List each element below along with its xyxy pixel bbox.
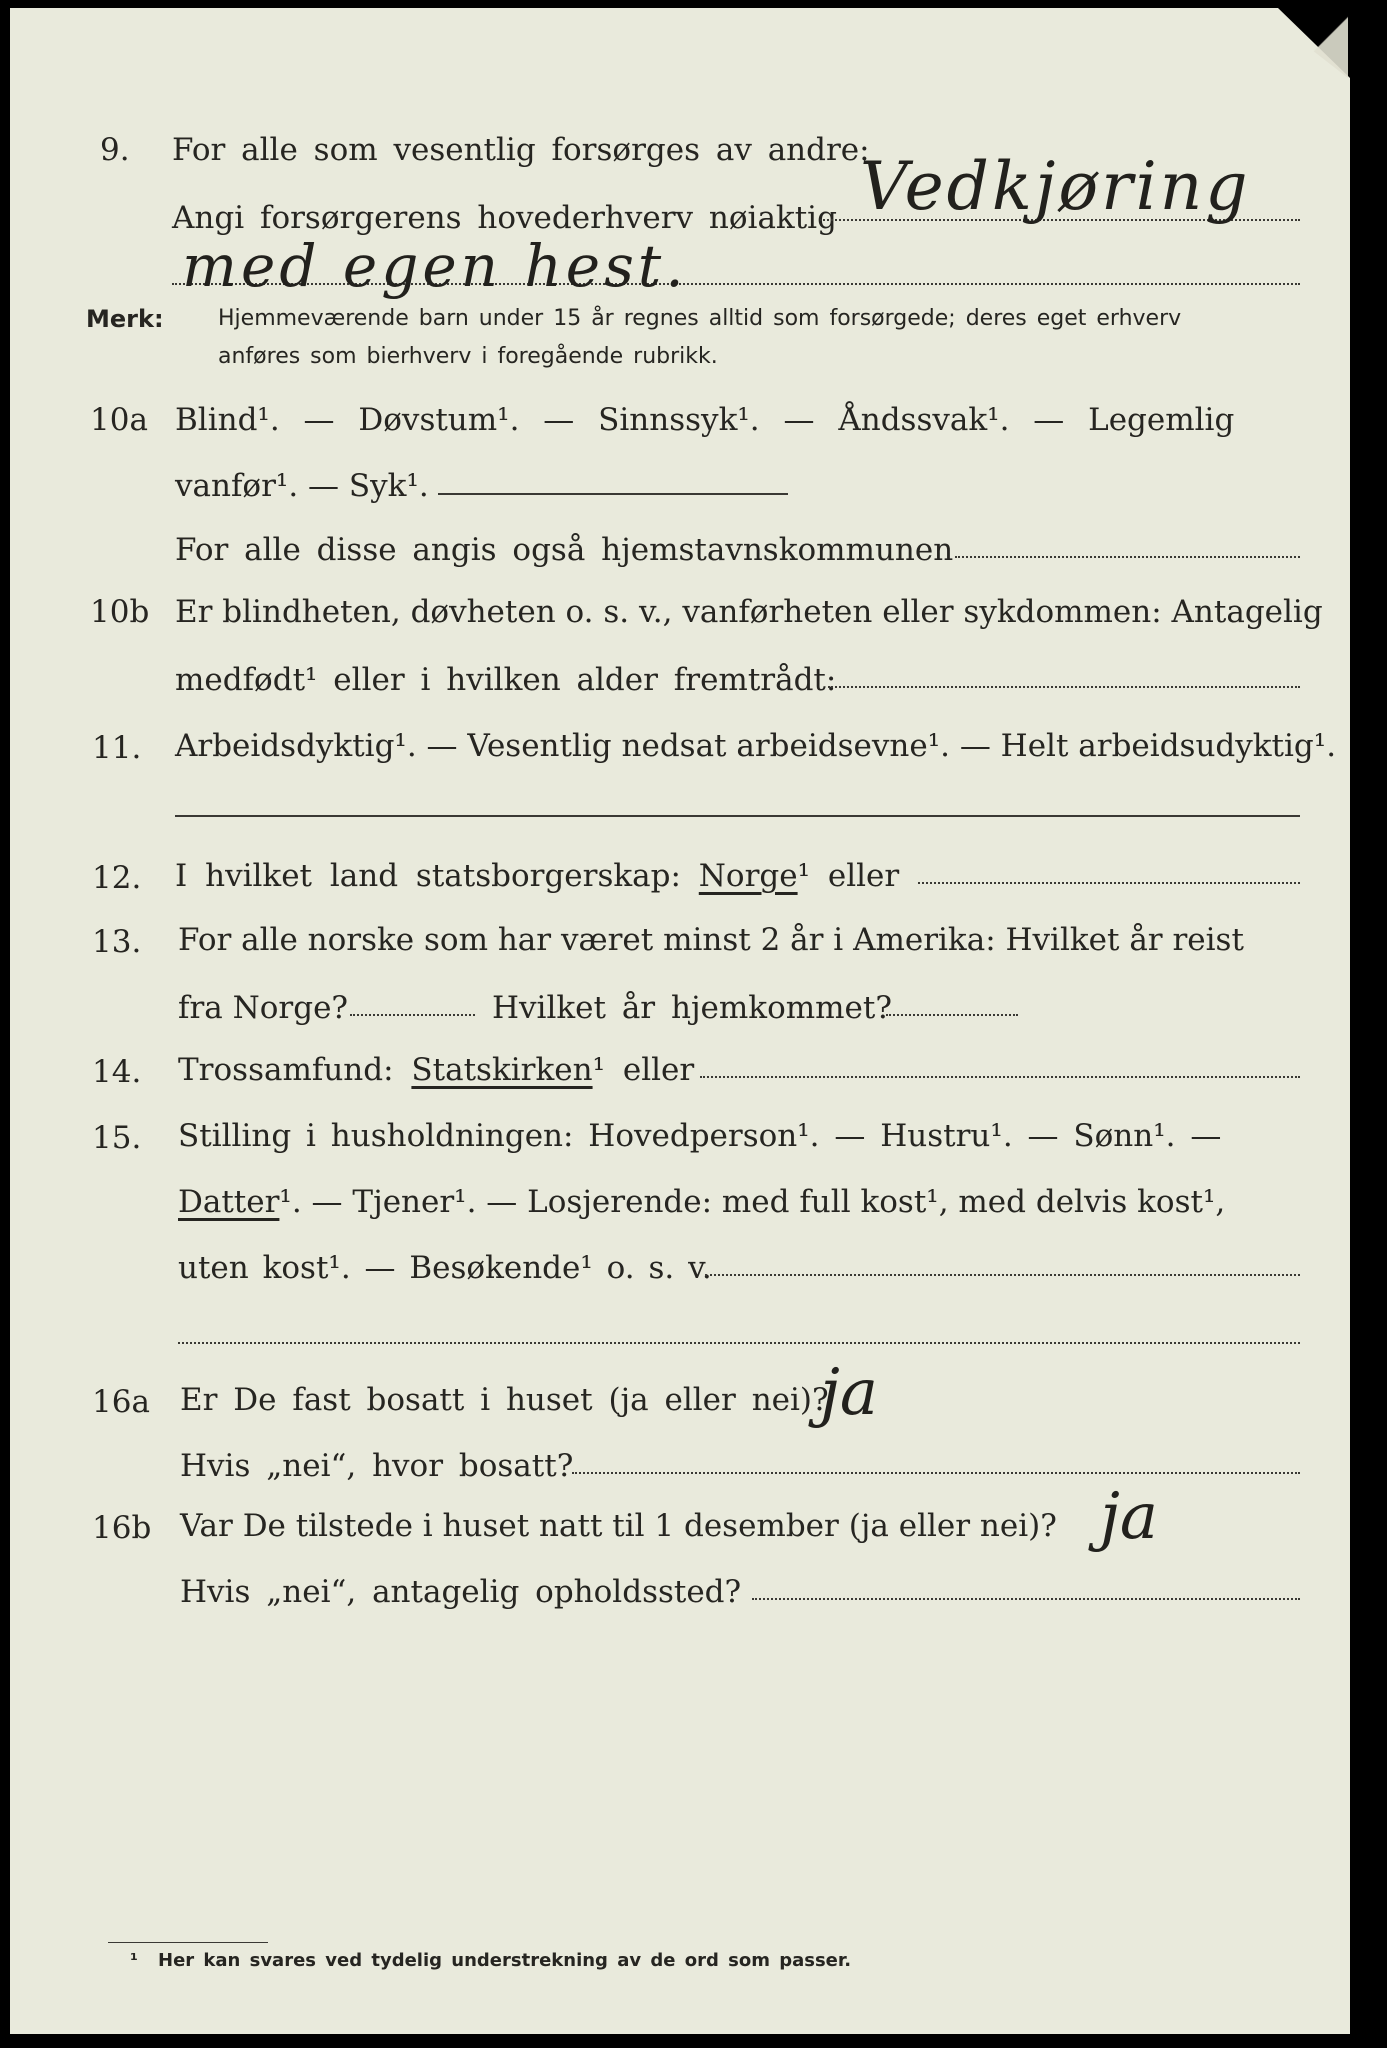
q15-answer-line2 xyxy=(178,1342,1300,1344)
q11-number: 11. xyxy=(92,730,142,766)
q14-underlined-statskirken: Statskirken xyxy=(411,1052,593,1088)
q9-handwritten-answer1: Vedkjøring xyxy=(860,148,1251,225)
q12-answer-line xyxy=(918,882,1300,884)
q10a-line2: vanfør¹. — Syk¹. xyxy=(175,468,429,504)
merk-line1: Hjemmeværende barn under 15 år regnes alltid som forsørgede; deres eget erhverv xyxy=(218,306,1182,331)
q10a-syk-line xyxy=(438,493,788,495)
q15-line2 xyxy=(178,1182,1225,1222)
q14-answer-line xyxy=(700,1076,1300,1078)
q13-number: 13. xyxy=(92,924,142,960)
q13-reist-line xyxy=(350,1014,475,1016)
q10a-kommune-line xyxy=(955,556,1300,558)
q16b-line1: Var De tilstede i huset natt til 1 desember (ja eller nei)? xyxy=(180,1508,1057,1544)
footnote-marker: ¹ xyxy=(130,1950,138,1971)
q14-number: 14. xyxy=(92,1054,142,1090)
q16a-number: 16a xyxy=(92,1384,150,1420)
q16b-line2: Hvis „nei“, antagelig opholdssted? xyxy=(180,1574,742,1610)
q16b-number: 16b xyxy=(92,1510,152,1546)
q9-number: 9. xyxy=(100,132,130,168)
footnote-text: Her kan svares ved tydelig understrekning av de ord som passer. xyxy=(158,1950,852,1971)
merk-line2: anføres som bierhverv i foregående rubrikk. xyxy=(218,344,718,369)
q16a-handwritten-answer: ja xyxy=(820,1356,878,1430)
q10b-line1: Er blindheten, døvheten o. s. v., vanførheten eller sykdommen: Antagelig xyxy=(175,594,1323,630)
q16b-handwritten-answer: ja xyxy=(1100,1480,1158,1554)
q16a-line1: Er De fast bosatt i huset (ja eller nei)? xyxy=(180,1382,829,1418)
q10b-line2: medfødt¹ eller i hvilken alder fremtrådt: xyxy=(175,662,837,698)
q15-line2-rest: ¹. — Tjener¹. — Losjerende: med full kost¹, med delvis kost¹, xyxy=(279,1184,1226,1220)
q13-line2b: Hvilket år hjemkommet? xyxy=(492,990,892,1026)
q12-underlined-norge: Norge xyxy=(698,858,798,894)
footnote-rule xyxy=(108,1942,268,1943)
q12-number: 12. xyxy=(92,860,142,896)
q13-line1: For alle norske som har været minst 2 år i Amerika: Hvilket år reist xyxy=(178,922,1244,958)
q10b-number: 10b xyxy=(90,594,150,630)
q11-answer-line xyxy=(175,815,1300,817)
q15-line1: Stilling i husholdningen: Hovedperson¹. — Hustru¹. — Sønn¹. — xyxy=(178,1118,1222,1154)
q16a-answer-line xyxy=(572,1472,1300,1474)
q10a-line3: For alle disse angis også hjemstavnskommunen xyxy=(175,532,954,568)
q9-line1: For alle som vesentlig forsørges av andre: xyxy=(172,132,870,168)
q11-line1: Arbeidsdyktig¹. — Vesentlig nedsat arbeidsevne¹. — Helt arbeidsudyktig¹. xyxy=(175,728,1337,764)
q10a-number: 10a xyxy=(90,402,148,438)
q10b-answer-line xyxy=(828,686,1300,688)
q15-underlined-datter: Datter xyxy=(178,1184,280,1220)
q9-line2: Angi forsørgerens hovederhverv nøiaktig xyxy=(172,200,837,236)
q14-text xyxy=(178,1050,694,1090)
q15-number: 15. xyxy=(92,1120,142,1156)
q12-post: ¹ eller xyxy=(797,858,900,894)
merk-label: Merk: xyxy=(86,305,164,333)
q15-line3: uten kost¹. — Besøkende¹ o. s. v. xyxy=(178,1250,712,1286)
q13-hjemkommet-line xyxy=(886,1014,1018,1016)
q16b-answer-line xyxy=(752,1598,1300,1600)
q12-pre: I hvilket land statsborgerskap: xyxy=(175,858,699,894)
q15-answer-line xyxy=(705,1274,1300,1276)
q9-handwritten-answer2: med egen hest. xyxy=(182,232,688,300)
q14-pre: Trossamfund: xyxy=(178,1052,412,1088)
q12-text xyxy=(175,856,899,896)
q10a-line1: Blind¹. — Døvstum¹. — Sinnssyk¹. — Åndssvak¹. — Legemlig xyxy=(175,402,1235,438)
q16a-line2: Hvis „nei“, hvor bosatt? xyxy=(180,1448,574,1484)
q14-post: ¹ eller xyxy=(592,1052,695,1088)
q13-line2a: fra Norge? xyxy=(178,990,349,1026)
